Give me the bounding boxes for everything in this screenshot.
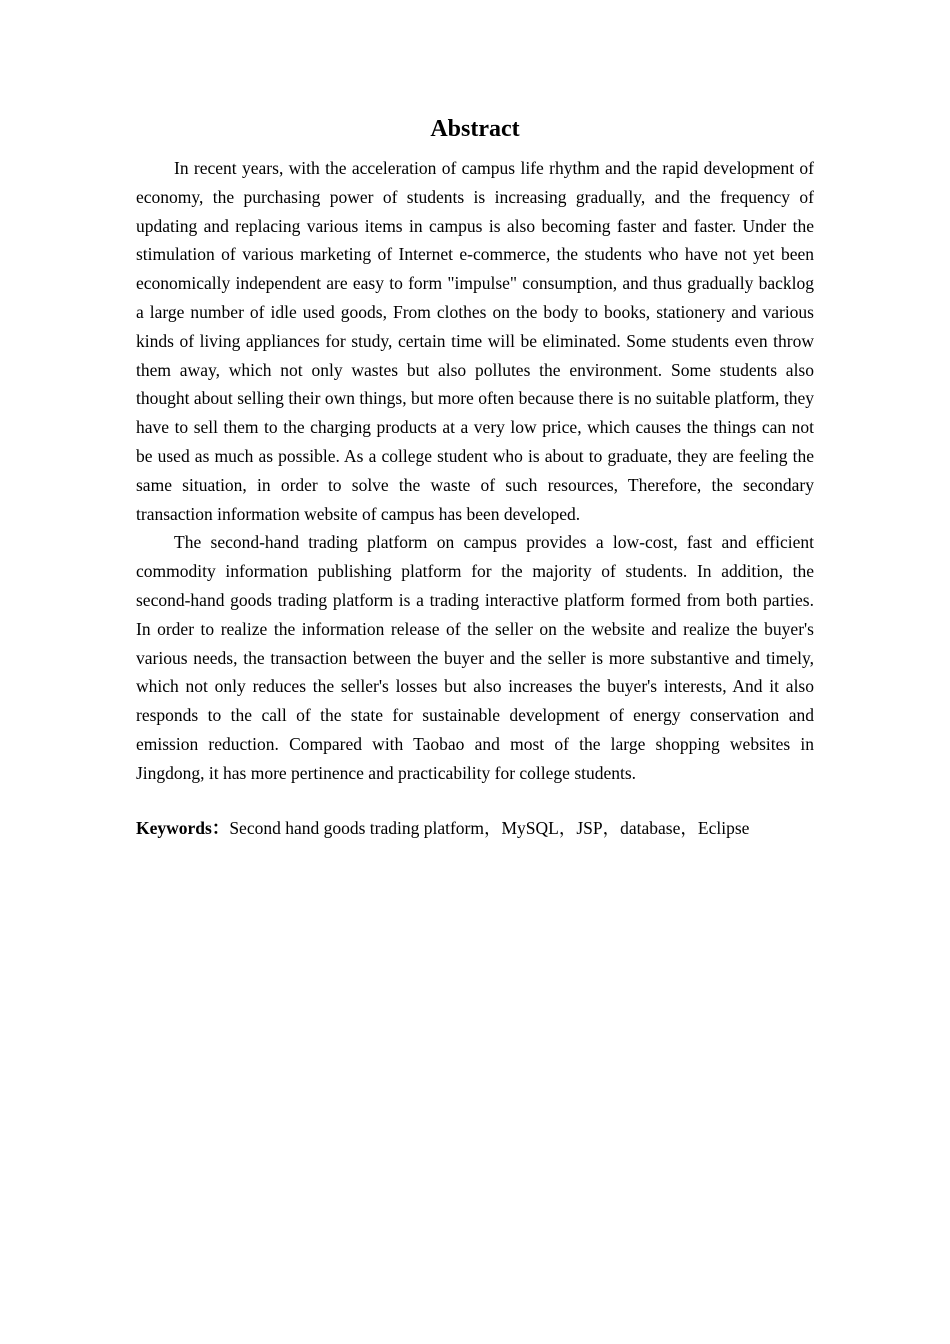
abstract-paragraph-1: In recent years, with the acceleration of campus life rhythm and the rapid development of economy, the purchasing power of students is increasing gradually, and the frequency of updating and replacing various items in campus is also becoming faster and faster. Under the stimulation of various marketing of Internet e-commerce, the students who have not yet been economically independent are easy to form "impulse" consumption, and thus gradually backlog a large number of idle used goods, From clothes on the body to books, stationery and various kinds of living appliances for study, certain time will be eliminated. Some students even throw them away, which not only wastes but also pollutes the environment. Some students also thought about selling their own things, but more often because there is no suitable platform, they have to sell them to the charging products at a very low price, which causes the things can not be used as much as possible. As a college student who is about to graduate, they are feeling the same situation, in order to solve the waste of such resources, Therefore, the secondary transaction information website of campus has been developed.: [136, 158, 814, 524]
keywords-line: [136, 814, 814, 843]
abstract-paragraph-2: The second-hand trading platform on campus provides a low-cost, fast and efficient commodity information publishing platform for the majority of students. In addition, the second-hand goods trading platform is a trading interactive platform formed from both parties. In order to realize the information release of the seller on the website and realize the buyer's various needs, the transaction between the buyer and the seller is more substantive and timely, which not only reduces the seller's losses but also increases the buyer's interests, And it also responds to the call of the state for sustainable development of energy conservation and emission reduction. Compared with Taobao and most of the large shopping websites in Jingdong, it has more pertinence and practicability for college students.: [136, 532, 814, 783]
keywords-label: Keywords：: [136, 817, 230, 838]
abstract-title: Abstract: [430, 116, 520, 142]
keywords-list: Second hand goods trading platform，MySQL，JSP，database，Eclipse: [229, 817, 750, 838]
abstract-section: [136, 112, 814, 842]
